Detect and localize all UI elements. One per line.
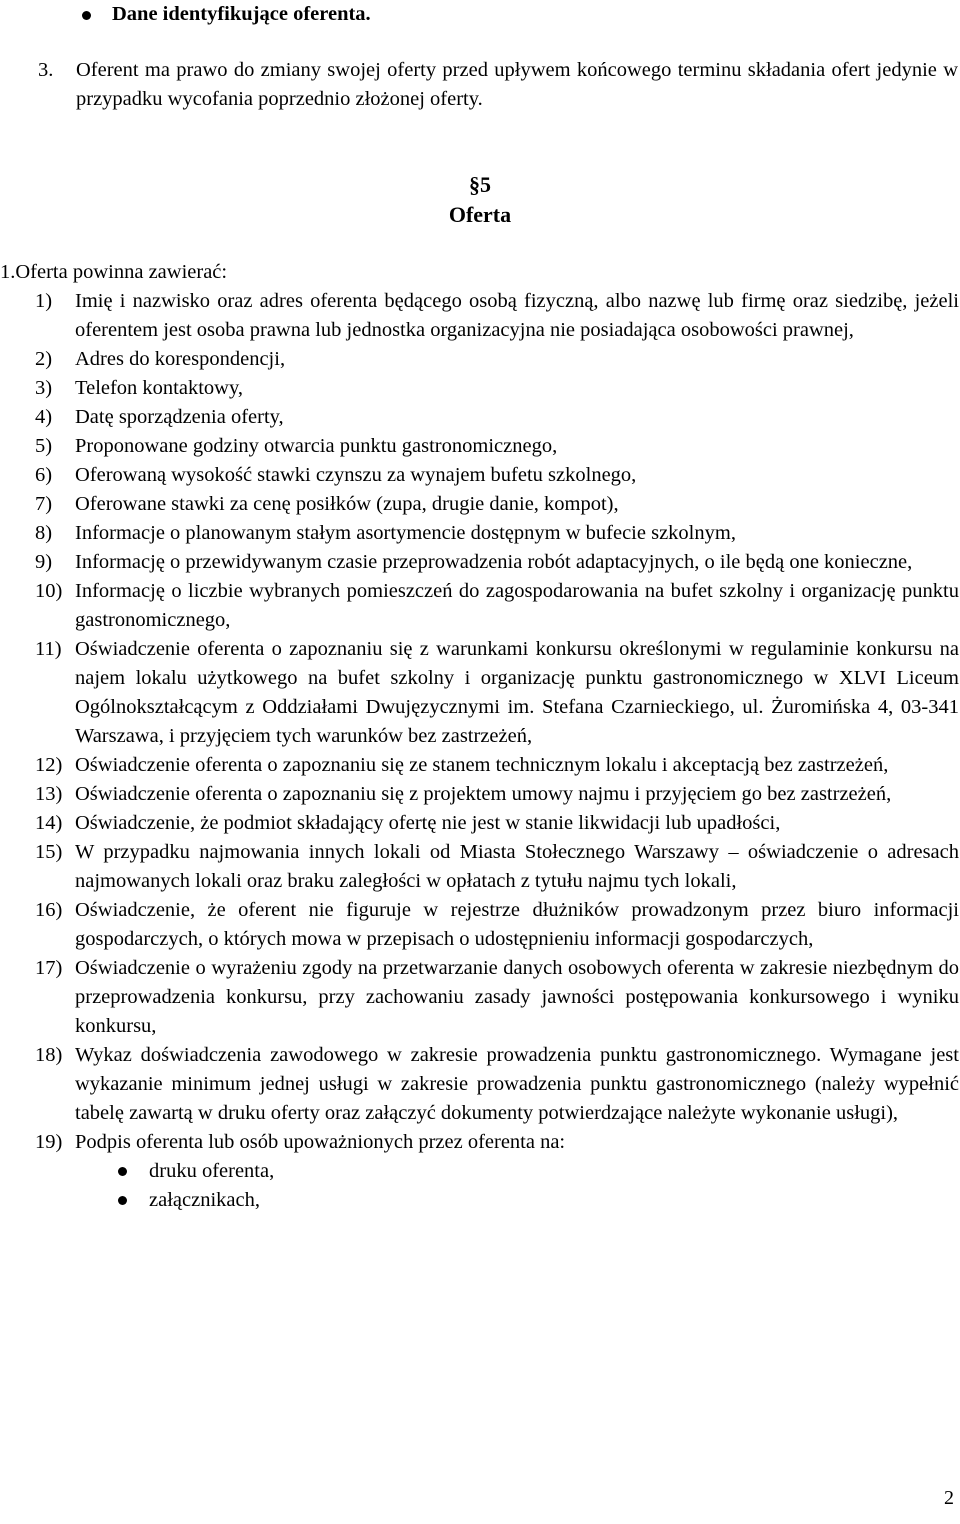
paragraph-3 [38,56,958,114]
sublist-item: druku oferenta, [75,1157,959,1186]
list-item: 2) Adres do korespondencji, [35,348,286,370]
list-item: 19) Podpis oferenta lub osób upoważnionych przez oferenta na: druku oferenta, załącznikach, [35,1128,959,1215]
list-item: 5) Proponowane godziny otwarcia punktu gastronomicznego, [35,435,558,457]
list-item: 9) Informację o przewidywanym czasie przeprowadzenia robót adaptacyjnych, o ile będą one konieczne, [35,551,913,573]
list-item: 18) Wykaz doświadczenia zawodowego w zakresie prowadzenia punktu gastronomicznego. Wymagane jest wykazanie minimum jednej usługi w zakresie prowadzenia punktu gastronomicznego (należy wypełnić tabelę zawartą w druku oferty oraz załączyć dokumenty potwierdzające należyte wykonanie usługi), [35,1044,959,1124]
list-item: 17) Oświadczenie o wyrażeniu zgody na przetwarzanie danych osobowych oferenta w zakresie niezbędnym do przeprowadzenia konkursu, przy zachowaniu zasady jawności postępowania konkursowego i wyniku konkursu, [35,957,959,1037]
list-item: 15) W przypadku najmowania innych lokali od Miasta Stołecznego Warszawy – oświadczenie o adresach najmowanych lokali oraz braku zaległości w opłatach z tytułu najmu tych lokali, [35,841,959,892]
signature-sublist [75,1157,959,1215]
offer-requirements-list [35,287,959,1215]
list-item: 11) Oświadczenie oferenta o zapoznaniu się z warunkami konkursu określonymi w regulaminie konkursu na najem lokalu użytkowego na bufet szkolny i organizację punktu gastronomicznego w XLVI Liceum Ogólnokształcącym z Oddziałami Dwujęzycznymi im. Stefana Czarnieckiego, ul. Żuromińska 4, 03-341 Warszawa, i przyjęciem tych warunków bez zastrzeżeń, [35,638,959,747]
list-item: 3) Telefon kontaktowy, [35,377,244,399]
list-item: 7) Oferowane stawki za cenę posiłków (zupa, drugie danie, kompot), [35,493,619,515]
list-item: 1) Imię i nazwisko oraz adres oferenta będącego osobą fizyczną, albo nazwę lub firmę oraz siedzibę, jeżeli oferentem jest osoba prawna lub jednostka organizacyjna nie posiadająca osobowości prawnej, [35,290,959,341]
paragraph-3-text: Oferent ma prawo do zmiany swojej oferty przed upływem końcowego terminu składania ofert jedynie w przypadku wycofania poprzednio złożonej oferty. [76,59,958,110]
section-title: Oferta [448,202,512,227]
identification-text: Dane identyfikujące oferenta. [112,3,371,25]
list-item: 14) Oświadczenie, że podmiot składający ofertę nie jest w stanie likwidacji lub upadłości, [35,812,781,834]
list-item: 6) Oferowaną wysokość stawki czynszu za wynajem bufetu szkolnego, [35,464,637,486]
list-item: 16) Oświadczenie, że oferent nie figuruje w rejestrze dłużników prowadzonym przez biuro informacji gospodarczych, o których mowa w przepisach o udostępnieniu informacji gospodarczych, [35,899,959,950]
list-item: 8) Informacje o planowanym stałym asortymencie dostępnym w bufecie szkolnym, [35,522,736,544]
list-item: 10) Informację o liczbie wybranych pomieszczeń do zagospodarowania na bufet szkolny i organizację punktu gastronomicznego, [35,580,959,631]
list-item: 4) Datę sporządzenia oferty, [35,406,284,428]
sublist-item: załącznikach, [75,1186,959,1215]
bullet-dot [118,1196,127,1205]
section-number: §5 [469,172,491,197]
list-item: 12) Oświadczenie oferenta o zapoznaniu się ze stanem technicznym lokalu i akceptacją bez zastrzeżeń, [35,754,889,776]
bullet-dot [82,11,91,20]
bullet-dot [118,1167,127,1176]
page-number: 2 [944,1487,954,1509]
paragraph-3-number: 3. [38,59,54,81]
list-item: 13) Oświadczenie oferenta o zapoznaniu się z projektem umowy najmu i przyjęciem go bez zastrzeżeń, [35,783,892,805]
offer-intro: 1.Oferta powinna zawierać: [0,261,228,283]
